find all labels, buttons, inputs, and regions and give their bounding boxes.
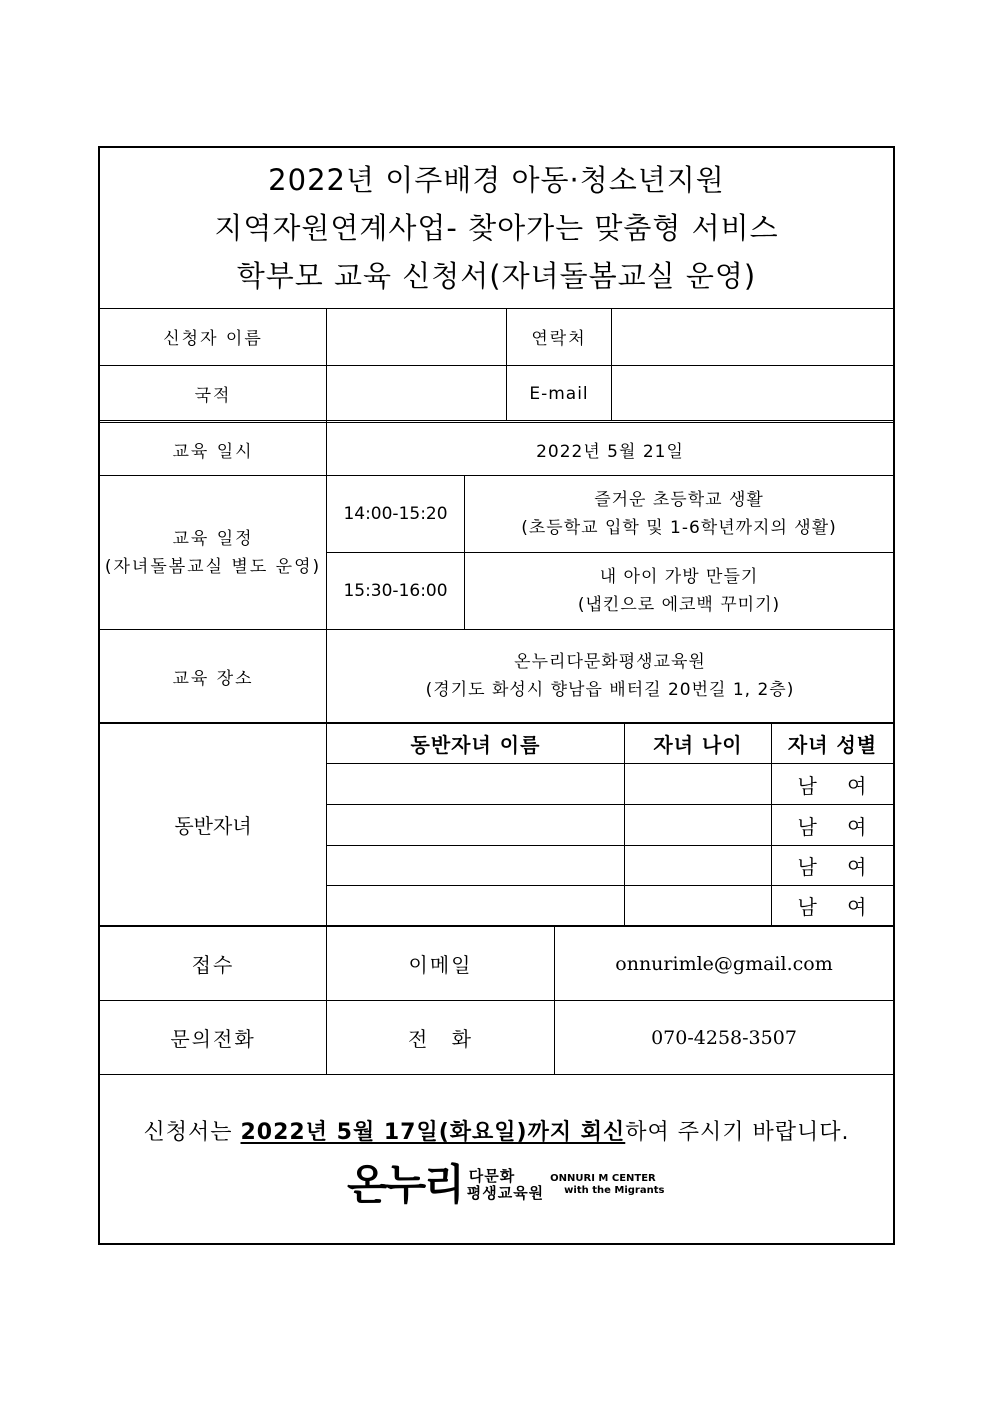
place-name: 온누리다문화평생교육원 [514, 652, 706, 672]
session-2 [465, 553, 893, 629]
title-line-1: 2022년 이주배경 아동·청소년지원 [268, 163, 725, 197]
inquiry-label: 문의전화 [170, 1027, 256, 1051]
session-1-detail: (초등학교 입학 및 1-6학년까지의 생활) [521, 518, 837, 538]
contact-field[interactable] [612, 308, 893, 365]
child-4-age-field[interactable] [625, 886, 771, 925]
nationality-label: 국적 [194, 386, 232, 406]
logo-sub [467, 1168, 544, 1202]
session-2-detail: (냅킨으로 에코백 꾸미기) [577, 595, 781, 615]
session-2-time: 15:30-16:00 [343, 581, 448, 601]
place-address: (경기도 화성시 향남읍 배터길 20번길 1, 2층) [425, 680, 795, 700]
education-place-label: 교육 장소 [172, 668, 254, 689]
logo-sub-line-1: 다문화 [468, 1167, 516, 1185]
child-4-name-field[interactable] [327, 886, 624, 925]
schedule-label-line-1: 교육 일정 [172, 528, 254, 549]
receipt-method: 이메일 [408, 953, 473, 977]
education-schedule-label [100, 476, 326, 629]
child-4-sex-option[interactable]: 남 여 [797, 895, 868, 919]
session-1-time: 14:00-15:20 [343, 504, 448, 524]
education-date-value: 2022년 5월 21일 [536, 441, 684, 462]
child-2-name-field[interactable] [327, 805, 624, 845]
inquiry-method: 전 화 [408, 1027, 473, 1051]
onnuri-logo [347, 1161, 664, 1209]
logo-en-line-1: ONNURI M CENTER [550, 1173, 656, 1184]
children-sex-header: 자녀 성별 [787, 733, 878, 757]
receipt-label: 접수 [191, 953, 235, 977]
logo-english [550, 1173, 664, 1197]
child-3-age-field[interactable] [625, 846, 771, 885]
logo-sub-line-2: 평생교육원 [466, 1184, 545, 1202]
child-3-name-field[interactable] [327, 846, 624, 885]
child-1-name-field[interactable] [327, 764, 624, 804]
logo-en-line-2: with the Migrants [564, 1185, 665, 1196]
child-2-sex-option[interactable]: 남 여 [797, 814, 868, 839]
child-2-age-field[interactable] [625, 805, 771, 845]
receipt-email: onnurimle@gmail.com [615, 952, 833, 975]
child-1-sex-option[interactable]: 남 여 [797, 773, 868, 798]
session-1 [465, 476, 893, 552]
notice-prefix: 신청서는 [143, 1119, 241, 1145]
schedule-label-line-2: (자녀돌봄교실 별도 운영) [104, 556, 322, 577]
application-form [98, 146, 895, 1245]
email-field[interactable] [612, 366, 893, 421]
session-1-title: 즐거운 초등학교 생활 [594, 490, 764, 510]
applicant-name-field[interactable] [327, 308, 506, 365]
children-age-header: 자녀 나이 [653, 733, 743, 757]
applicant-name-label: 신청자 이름 [163, 329, 263, 349]
contact-label: 연락처 [531, 329, 587, 349]
education-date-label: 교육 일시 [172, 441, 254, 462]
divider [100, 1074, 893, 1075]
child-3-sex-option[interactable]: 남 여 [797, 855, 868, 879]
notice-suffix: 하여 주시기 바랍니다. [625, 1119, 850, 1145]
children-label: 동반자녀 [174, 814, 252, 838]
inquiry-phone: 070-4258-3507 [651, 1026, 797, 1049]
logo-main-text: 온누리 [347, 1160, 463, 1209]
title-line-2: 지역자원연계사업- 찾아가는 맞춤형 서비스 [214, 211, 779, 245]
notice-deadline: 2022년 5월 17일(화요일)까지 회신 [240, 1119, 626, 1145]
form-title [100, 148, 893, 308]
education-place [327, 630, 893, 722]
nationality-field[interactable] [327, 366, 506, 421]
email-label: E-mail [529, 383, 589, 404]
title-line-3: 학부모 교육 신청서(자녀돌봄교실 운영) [236, 259, 757, 293]
deadline-notice [100, 1110, 893, 1150]
session-2-title: 내 아이 가방 만들기 [599, 567, 759, 587]
child-1-age-field[interactable] [625, 764, 771, 804]
children-name-header: 동반자녀 이름 [410, 733, 541, 757]
